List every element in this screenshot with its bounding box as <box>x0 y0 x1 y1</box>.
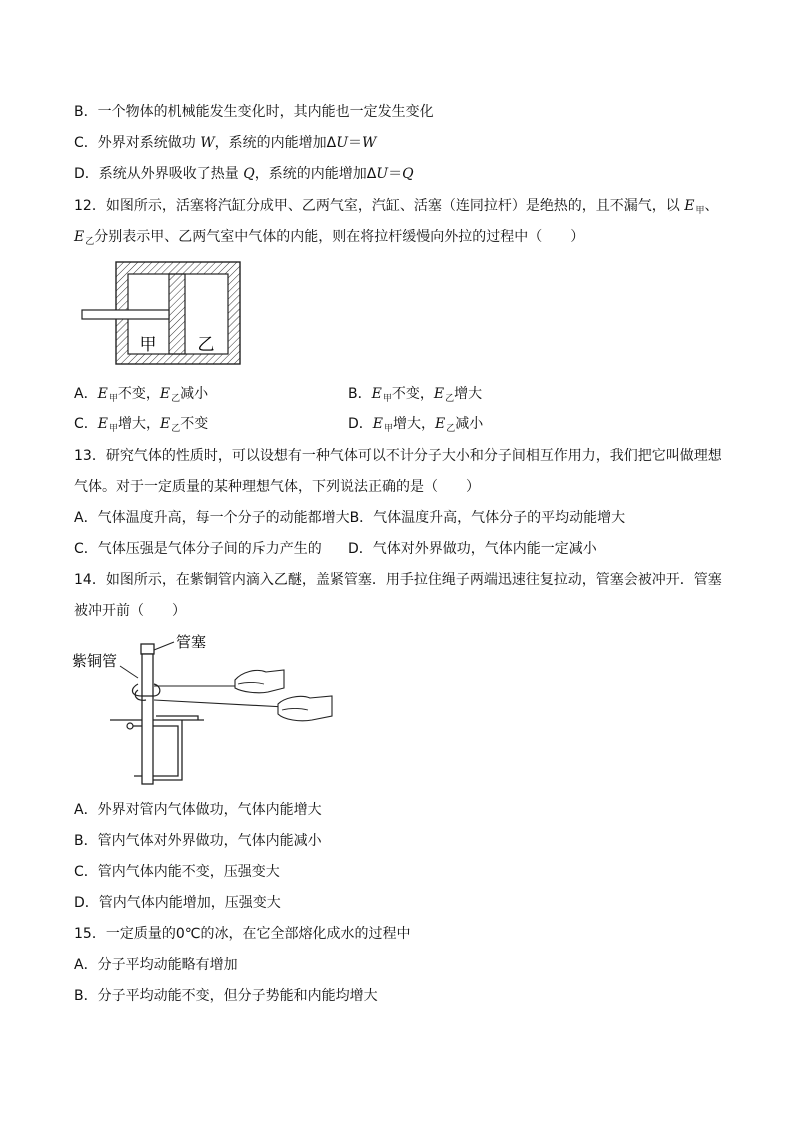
q15-option-a: A．分子平均动能略有增加 <box>74 957 238 973</box>
q12-option-a: A．$E_甲$不变，$E_乙$减小 <box>74 386 209 404</box>
q15-option-b: B．分子平均动能不变，但分子势能和内能均增大 <box>74 988 378 1004</box>
piston <box>169 274 185 354</box>
q13-stem-line1: 13．研究气体的性质时，可以设想有一种气体可以不计分子大小和分子间相互作用力，我们把它叫做理想 <box>74 448 722 464</box>
q13-option-d: D．气体对外界做功，气体内能一定减小 <box>348 541 597 557</box>
q11-option-d: D．系统从外界吸收了热量 Q，系统的内能增加ΔU＝Q <box>74 166 414 182</box>
tube-label: 紫铜管 <box>72 652 118 670</box>
q11-option-c: C．外界对系统做功 W，系统的内能增加ΔU＝W <box>74 135 377 151</box>
q12-stem-line1: 12．如图所示，活塞将汽缸分成甲、乙两气室，汽缸、活塞（连同拉杆）是绝热的，且不漏气，以 $E_甲$、 <box>74 198 719 216</box>
copper-tube-figure <box>70 628 340 788</box>
copper-tube <box>142 654 153 784</box>
plug-label: 管塞 <box>176 633 207 651</box>
q14-option-c: C．管内气体内能不变，压强变大 <box>74 864 280 880</box>
clamp-screw <box>127 723 133 729</box>
q14-option-b: B．管内气体对外界做功，气体内能减小 <box>74 833 322 849</box>
rope-lower <box>154 700 285 707</box>
chamber-label-jia: 甲 <box>139 335 157 355</box>
q12-option-d: D．$E_甲$增大，$E_乙$减小 <box>348 416 484 434</box>
q12-option-b: B．$E_甲$不变，$E_乙$增大 <box>348 386 483 404</box>
q13-option-ab: A．气体温度升高，每一个分子的动能都增大B．气体温度升高，气体分子的平均动能增大 <box>74 510 626 526</box>
q13-option-c: C．气体压强是气体分子间的斥力产生的 <box>74 541 322 557</box>
chamber-label-yi: 乙 <box>197 335 215 355</box>
q15-stem: 15．一定质量的0℃的冰，在它全部熔化成水的过程中 <box>74 926 411 942</box>
q14-option-d: D．管内气体内能增加，压强变大 <box>74 895 281 911</box>
q14-option-a: A．外界对管内气体做功，气体内能增大 <box>74 802 322 818</box>
q12-stem-line2: $E_乙$分别表示甲、乙两气室中气体的内能，则在将拉杆缓慢向外拉的过程中（ ） <box>74 229 585 247</box>
q14-stem-line2: 被冲开前（ ） <box>74 603 186 619</box>
q13-stem-line2: 气体。对于一定质量的某种理想气体，下列说法正确的是（ ） <box>74 479 480 495</box>
cylinder-piston-figure <box>78 258 248 370</box>
q11-option-b: B．一个物体的机械能发生变化时，其内能也一定发生变化 <box>74 104 434 120</box>
q14-stem-line1: 14．如图所示，在紫铜管内滴入乙醚，盖紧管塞．用手拉住绳子两端迅速往复拉动，管塞会被冲开．管塞 <box>74 572 722 588</box>
q12-option-c: C．$E_甲$增大，$E_乙$不变 <box>74 416 209 434</box>
tube-plug <box>141 644 154 654</box>
hand-upper <box>235 670 284 693</box>
hand-lower <box>278 696 332 721</box>
clamp <box>130 726 178 776</box>
